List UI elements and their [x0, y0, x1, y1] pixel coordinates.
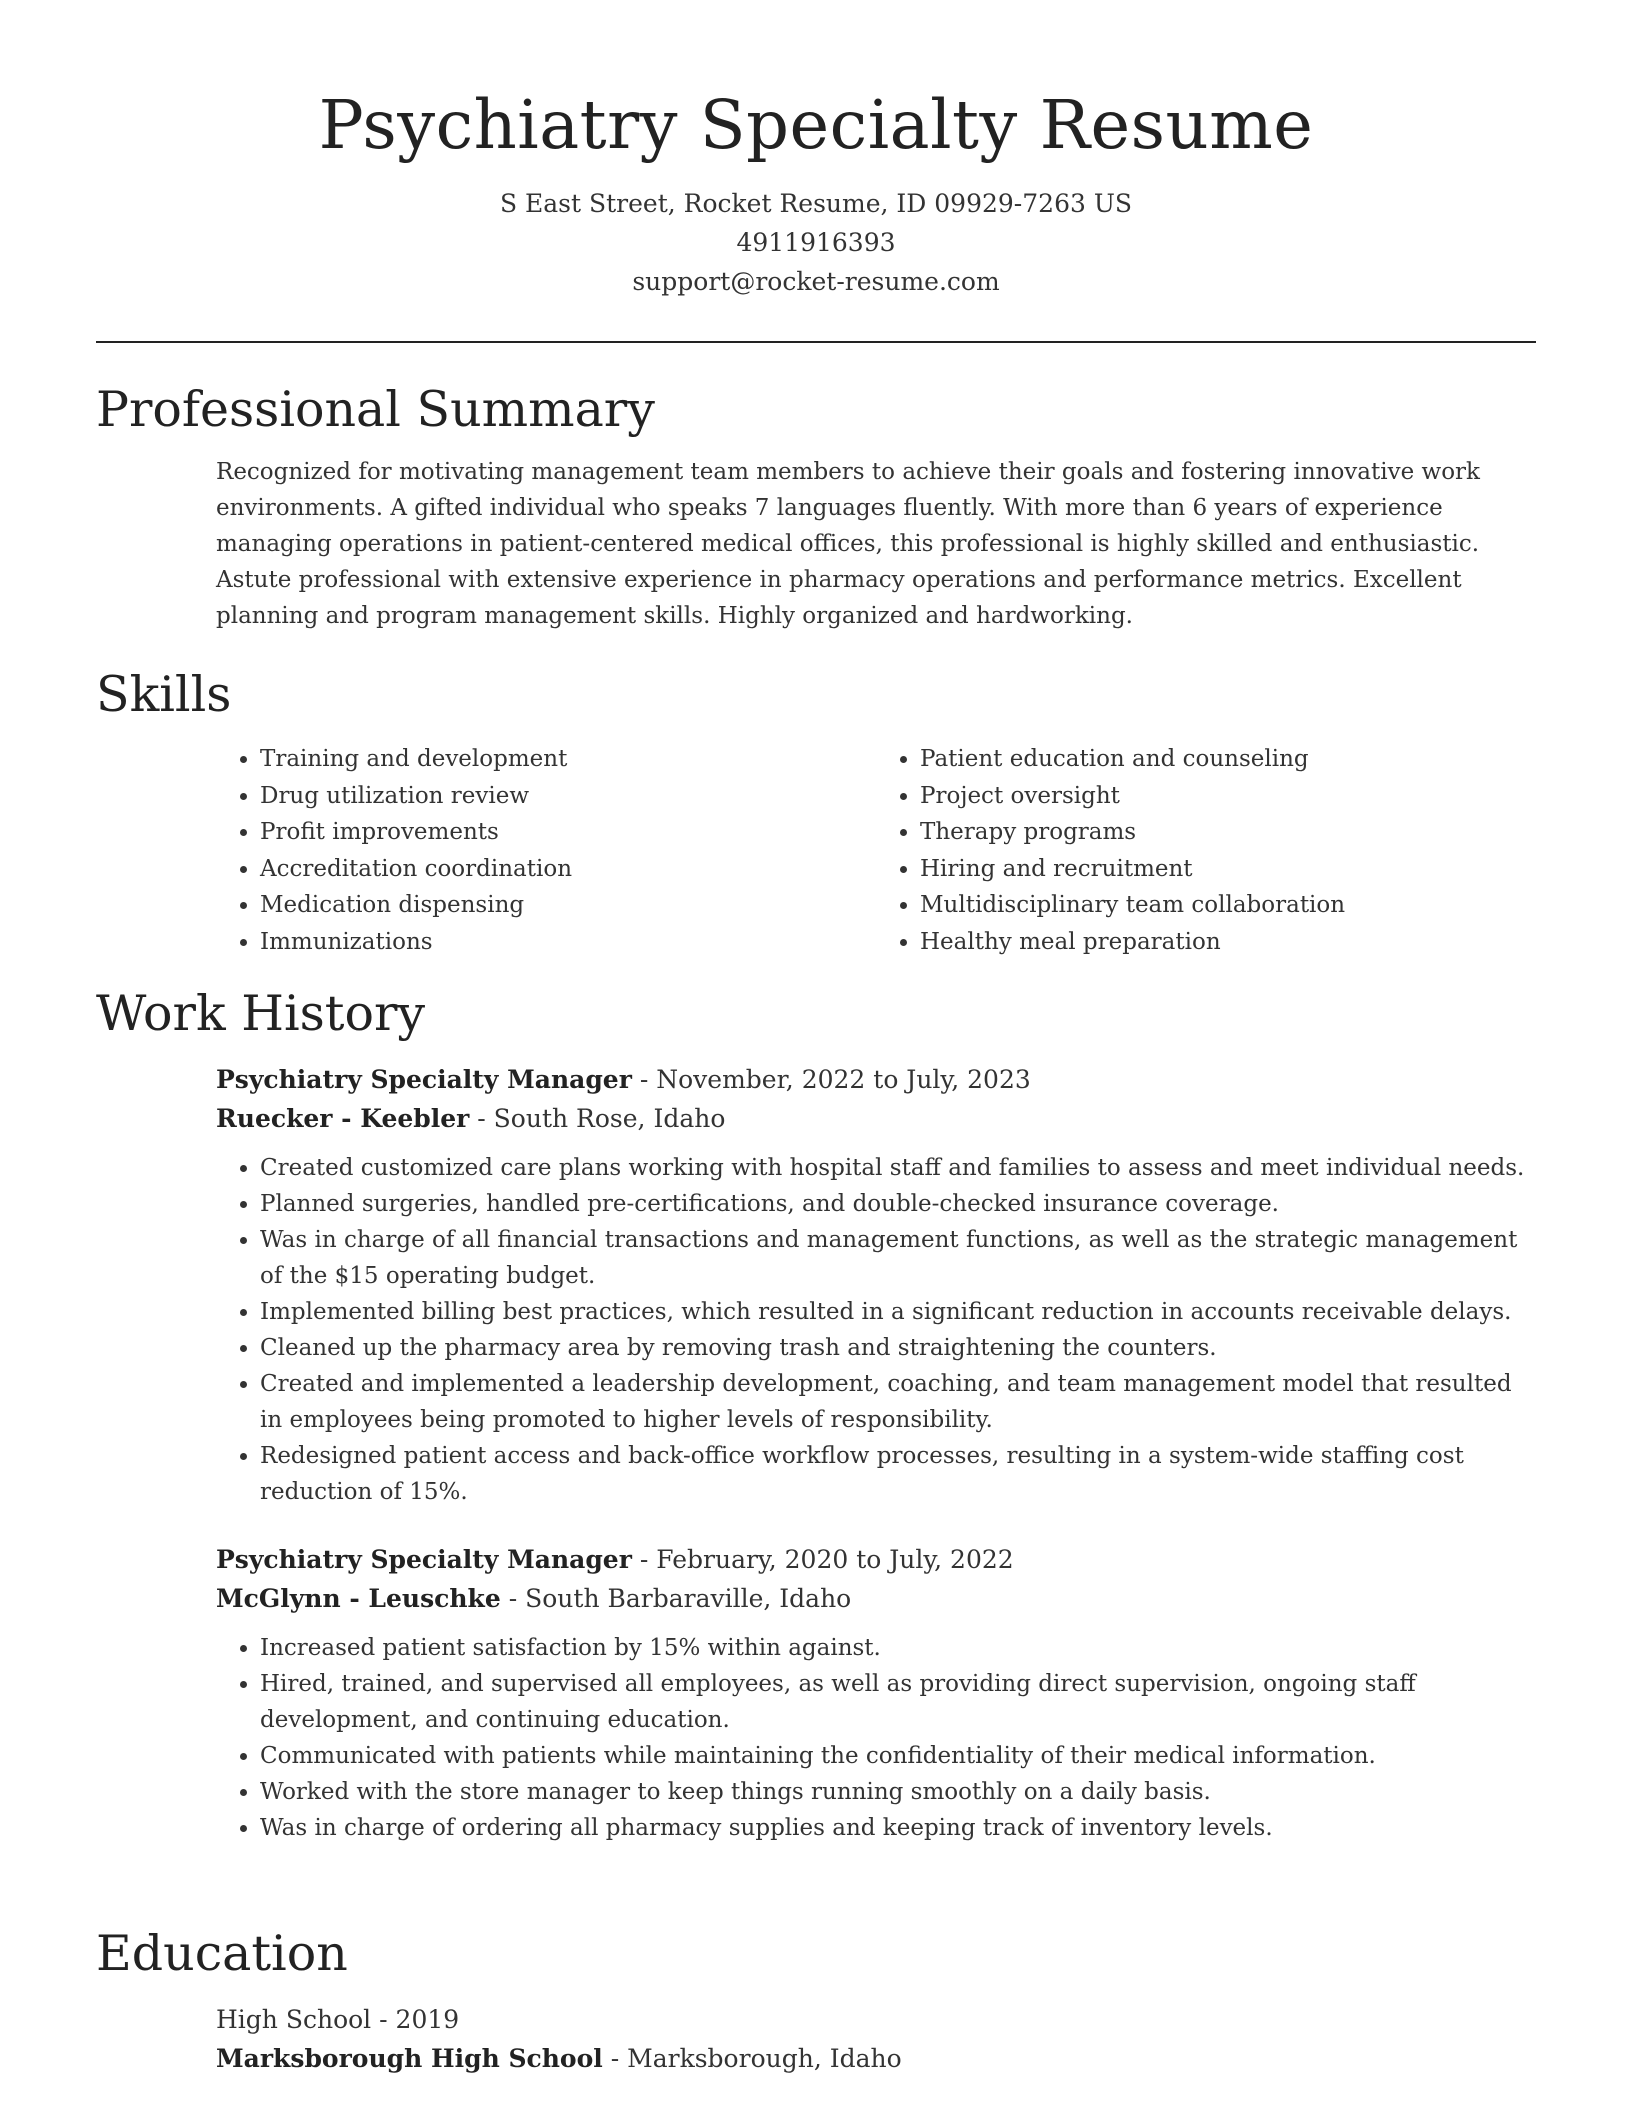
job-bullets	[216, 1150, 1536, 1510]
job-title: Psychiatry Specialty Manager	[216, 1065, 632, 1094]
education-school: Marksborough High School	[216, 2044, 603, 2073]
skill-item: • Project oversight	[920, 778, 1536, 815]
summary-text: Recognized for motivating management team members to achieve their goals and fostering innovative work environments. A gifted individual who speaks 7 languages fluently. With more than 6 years of experience managing operations in patient-centered medical offices, this professional is highly skilled and enthusiastic. Astute professional with extensive experience in pharmacy operations and performance metrics. Excellent planning and program management skills. Highly organized and hardworking.	[216, 459, 1480, 629]
education-entry	[216, 2000, 1536, 2078]
contact-phone: 4911916393	[736, 228, 896, 257]
job-entry	[216, 1060, 1536, 1510]
resume-title: Psychiatry Specialty Resume	[318, 86, 1314, 164]
job-bullet: • Communicated with patients while maintaining the confidentiality of their medical information.	[260, 1738, 1536, 1774]
summary-heading: Professional Summary	[96, 381, 655, 438]
skill-item: • Immunizations	[260, 924, 876, 961]
skill-item: • Therapy programs	[920, 814, 1536, 851]
job-bullet: • Created customized care plans working with hospital staff and families to assess and meet individual needs.	[260, 1150, 1536, 1186]
job-company: Ruecker - Keebler	[216, 1104, 470, 1133]
skills-list-right	[876, 741, 1536, 960]
skill-item: • Healthy meal preparation	[920, 924, 1536, 961]
job-bullet: • Hired, trained, and supervised all employees, as well as providing direct supervision, ongoing staff development, and continuing education.	[260, 1666, 1536, 1738]
job-company: McGlynn - Leuschke	[216, 1584, 501, 1613]
contact-block	[96, 184, 1536, 301]
separator: -	[610, 2044, 628, 2073]
job-company-line	[216, 1579, 1536, 1618]
job-bullet: • Was in charge of all financial transactions and management functions, as well as the strategic management of the $15 operating budget.	[260, 1222, 1536, 1294]
education-section	[96, 1924, 1536, 2078]
job-bullet: • Cleaned up the pharmacy area by removing trash and straightening the counters.	[260, 1330, 1536, 1366]
job-title-line	[216, 1060, 1536, 1099]
job-bullet: • Was in charge of ordering all pharmacy supplies and keeping track of inventory levels.	[260, 1810, 1536, 1846]
summary-section	[96, 380, 1536, 634]
skill-item: • Accreditation coordination	[260, 851, 876, 888]
work-section	[96, 984, 1536, 1846]
education-degree: High School	[216, 2005, 372, 2034]
job-bullet: • Planned surgeries, handled pre-certifications, and double-checked insurance coverage.	[260, 1186, 1536, 1222]
education-degree-line	[216, 2000, 1536, 2039]
resume-header	[96, 80, 1536, 301]
separator: -	[508, 1584, 526, 1613]
skill-item: • Medication dispensing	[260, 887, 876, 924]
work-heading: Work History	[96, 985, 426, 1042]
skills-columns	[216, 741, 1536, 960]
education-heading: Education	[96, 1925, 348, 1982]
separator: -	[639, 1065, 657, 1094]
job-bullet: • Implemented billing best practices, which resulted in a significant reduction in accounts receivable delays.	[260, 1294, 1536, 1330]
separator: -	[379, 2005, 396, 2034]
contact-address: S East Street, Rocket Resume, ID 09929-7263 US	[499, 189, 1133, 218]
skills-list-left	[216, 741, 876, 960]
job-bullet: • Worked with the store manager to keep things running smoothly on a daily basis.	[260, 1774, 1536, 1810]
education-year: 2019	[395, 2005, 460, 2034]
skill-item: • Patient education and counseling	[920, 741, 1536, 778]
separator: -	[639, 1545, 657, 1574]
skills-heading: Skills	[96, 666, 232, 723]
skill-item: • Hiring and recruitment	[920, 851, 1536, 888]
education-location: Marksborough, Idaho	[627, 2044, 902, 2073]
job-title: Psychiatry Specialty Manager	[216, 1545, 632, 1574]
contact-email: support@rocket-resume.com	[632, 267, 1000, 296]
job-bullets	[216, 1630, 1536, 1846]
header-divider	[96, 341, 1536, 343]
job-dates: November, 2022 to July, 2023	[656, 1065, 1031, 1094]
job-bullet: • Created and implemented a leadership development, coaching, and team management model that resulted in employees being promoted to higher levels of responsibility.	[260, 1366, 1536, 1438]
job-entry	[216, 1540, 1536, 1846]
job-dates: February, 2020 to July, 2022	[656, 1545, 1014, 1574]
job-bullet: • Increased patient satisfaction by 15% within against.	[260, 1630, 1536, 1666]
job-location: South Rose, Idaho	[493, 1104, 726, 1133]
education-school-line	[216, 2039, 1536, 2078]
separator: -	[477, 1104, 494, 1133]
skills-section	[96, 665, 1536, 960]
skill-item: • Profit improvements	[260, 814, 876, 851]
skill-item: • Multidisciplinary team collaboration	[920, 887, 1536, 924]
job-bullet: • Redesigned patient access and back-office workflow processes, resulting in a system-wide staffing cost reduction of 15%.	[260, 1438, 1536, 1510]
job-title-line	[216, 1540, 1536, 1579]
skill-item: • Training and development	[260, 741, 876, 778]
skill-item: • Drug utilization review	[260, 778, 876, 815]
job-company-line	[216, 1099, 1536, 1138]
job-location: South Barbaraville, Idaho	[525, 1584, 852, 1613]
